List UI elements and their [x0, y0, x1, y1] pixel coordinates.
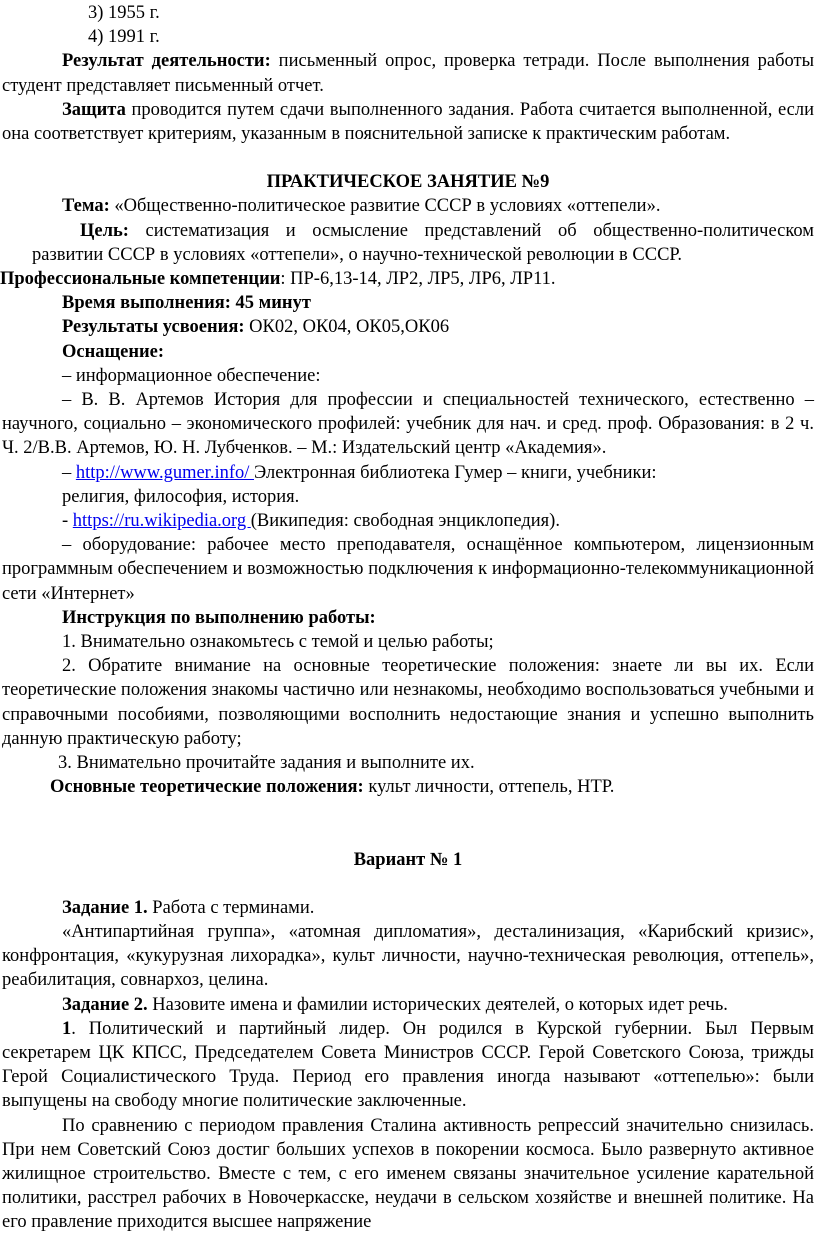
results-label: Результаты усвоения: — [62, 317, 245, 338]
result-paragraph — [0, 49, 816, 97]
goal-label: Цель: — [80, 220, 129, 241]
theme-label: Тема: — [62, 196, 110, 217]
theory-label: Основные теоретические положения: — [50, 777, 364, 798]
item1-paragraph-2: По сравнению с периодом правления Сталина активность репрессий значительно снизилась. При нем Советский Союз достиг больших успехов в покорении космоса. Было развернуто активное жилищное строительство. Вместе с тем, с его именем связаны значительное усиление карательной политики, расстрел рабочих в Новочеркасске, неудачи в сельском хозяйстве и внешней политике. На его правление приходится высшее напряжение — [2, 1115, 814, 1233]
item1-text: . Политический и партийный лидер. Он родился в Курской губернии. Был Первым секретарем ЦК КПСС, Председателем Совета Министров СССР. Герой Советского Союза, трижды Герой Социалистического Труда. Период его правления иногда называют «оттепелью»: были выпущены на свободу многие политические заключенные. — [2, 1018, 814, 1112]
variant-title: Вариант № 1 — [353, 849, 463, 870]
answer-option-3: 3) 1955 г. — [88, 3, 160, 23]
link2-paragraph — [0, 509, 816, 533]
competences-paragraph — [0, 267, 816, 291]
theory-text: культ личности, оттепель, НТР. — [363, 777, 615, 798]
competences-text: : ПР-6,13-14, ЛР2, ЛР5, ЛР6, ЛР11. — [280, 269, 556, 290]
result-text: письменный опрос, проверка тетради. После выполнения работы студент представляет письменный отчет. — [2, 51, 815, 96]
link1-continuation: религия, философия, история. — [62, 486, 300, 507]
instruction-step-2: 2. Обратите внимание на основные теоретические положения: знаете ли вы их. Если теоретические положения знакомы частично или незнакомы, необходимо воспользоваться учебными и справочными пособиями, позволяющими восполнить недостающие знания и успешно выполнить данную практическую работу; — [2, 656, 814, 749]
theory-paragraph — [0, 775, 816, 799]
wikipedia-link[interactable]: https://ru.wikipedia.org — [72, 511, 251, 532]
task2-paragraph — [0, 993, 816, 1017]
task1-text: Работа с терминами. — [147, 897, 315, 918]
link1-suffix: Электронная библиотека Гумер – книги, учебники: — [254, 462, 657, 483]
item1-paragraph — [0, 1017, 816, 1114]
task2-label: Задание 2. — [62, 994, 148, 1015]
goal-paragraph — [0, 219, 816, 267]
time-label: Время выполнения: 45 минут — [62, 293, 311, 314]
spacer — [0, 872, 816, 896]
terms-list: «Антипартийная группа», «атомная дипломатия», десталинизация, «Карибский кризис», конфронтация, «кукурузная лихорадка», культ личности, научно-техническая революция, оттепель», реабилитация, совнархоз, целина. — [2, 921, 814, 991]
hardware-paragraph: – оборудование: рабочее место преподавателя, оснащённое компьютером, лицензионным программным обеспечением и возможностью подключения к информационно-телекоммуникационной сети «Интернет» — [2, 535, 814, 604]
defense-text: проводится путем сдачи выполненного задания. Работа считается выполненной, если она соответствует критериям, указанным в пояснительной записке к практическим работам. — [2, 99, 814, 145]
defense-paragraph — [0, 98, 816, 146]
lesson-title: ПРАКТИЧЕСКОЕ ЗАНЯТИЕ №9 — [266, 172, 550, 193]
defense-label: Защита — [62, 99, 126, 120]
task1-paragraph — [0, 896, 816, 920]
instruction-step-3: 3. Внимательно прочитайте задания и выполните их. — [58, 753, 475, 774]
goal-text: систематизация и осмысление представлений об общественно-политическом развитии СССР в условиях «оттепели», о научно-технической революции в СССР. — [32, 220, 814, 265]
book-reference: – В. В. Артемов История для профессии и специальностей технического, естественно – научного, социально – экономического профилей: учебник для нач. и сред. проф. Образования: в 2 ч. Ч. 2/В.В. Артемов, Ю. Н. Лубченков. – М.: Издательский центр «Академия». — [2, 390, 814, 459]
instructions-label: Инструкция по выполнению работы: — [62, 607, 376, 628]
item1-number: 1 — [62, 1018, 72, 1039]
theme-text: «Общественно-политическое развитие СССР в условиях «оттепели». — [109, 196, 661, 217]
equipment-label: Оснащение: — [62, 341, 165, 362]
link2-suffix: (Википедия: свободная энциклопедия). — [250, 511, 560, 532]
link1-prefix: – — [62, 462, 76, 483]
spacer — [0, 146, 816, 170]
link2-prefix: - — [62, 511, 73, 532]
info-support: – информационное обеспечение: — [62, 365, 321, 386]
competences-label: Профессиональные компетенции — [0, 269, 281, 290]
spacer — [0, 800, 816, 848]
results-paragraph — [0, 315, 816, 339]
gumer-link[interactable]: http://www.gumer.info/ — [75, 462, 255, 483]
results-text: ОК02, ОК04, ОК05,ОК06 — [244, 317, 450, 338]
instruction-step-1: 1. Внимательно ознакомьтесь с темой и целью работы; — [62, 632, 494, 653]
theme-paragraph — [0, 194, 816, 218]
answer-option-4: 4) 1991 г. — [88, 27, 160, 48]
link1-paragraph — [0, 461, 816, 485]
task1-label: Задание 1. — [62, 897, 148, 918]
task2-text: Назовите имена и фамилии исторических деятелей, о которых идет речь. — [147, 994, 728, 1015]
result-label: Результат деятельности: — [62, 51, 271, 72]
